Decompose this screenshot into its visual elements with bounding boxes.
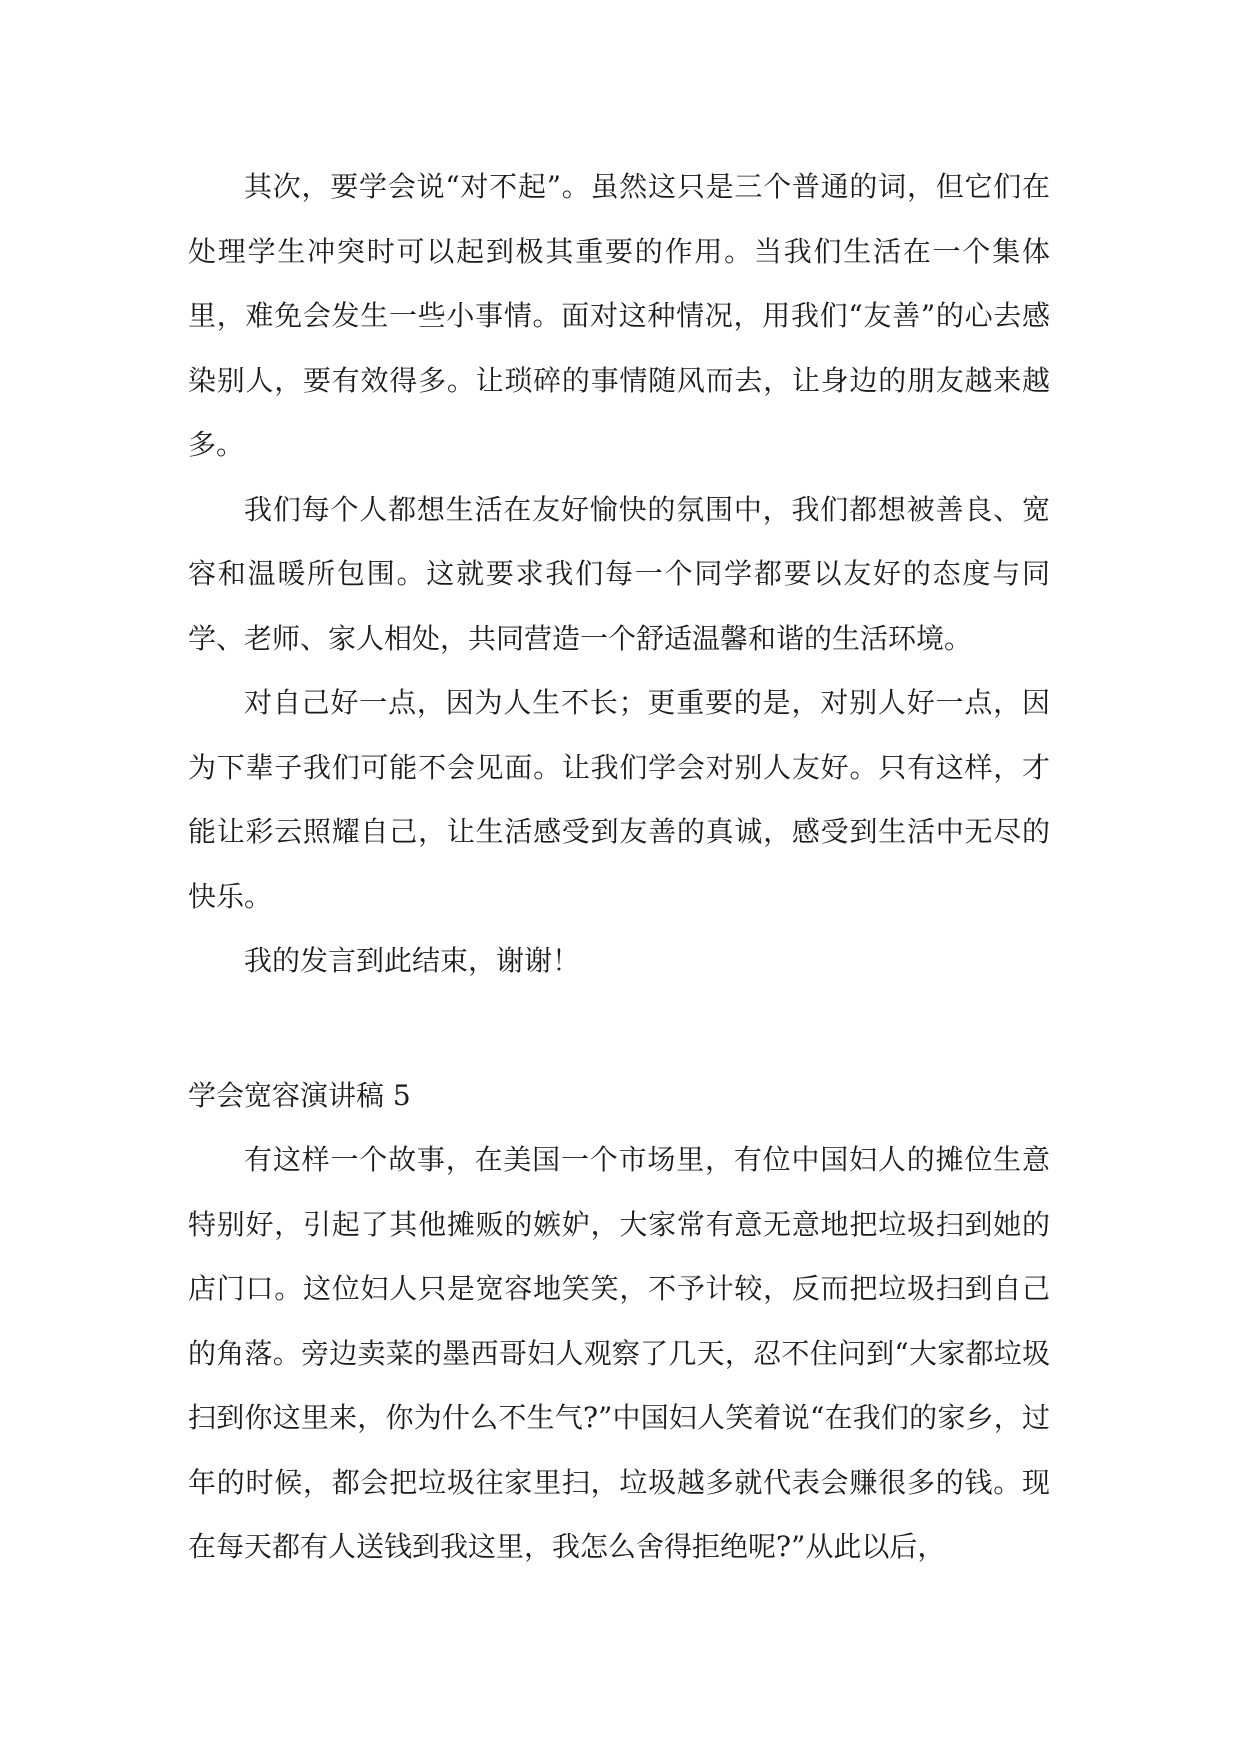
paragraph: 我的发言到此结束，谢谢！ [244,944,581,977]
paragraph: 其次，要学会说“对不起”。虽然这只是三个普通的词，但它们在处理学生冲突时可以起到极其重要的作用。当我们生活在一个集体里，难免会发生一些小事情。面对这种情况，用我们“友善”的心去感染别人，要有效得多。让琐碎的事情随风而去，让身边的朋友越来越多。 [188,170,1050,461]
document-body [188,155,1050,1580]
section-gap [188,994,1050,1064]
section-title: 学会宽容演讲稿 5 [188,1078,411,1112]
paragraph: 我们每个人都想生活在友好愉快的氛围中，我们都想被善良、宽容和温暖所包围。这就要求我们每一个同学都要以友好的态度与同学、老师、家人相处，共同营造一个舒适温馨和谐的生活环境。 [188,492,1050,655]
paragraph: 有这样一个故事，在美国一个市场里，有位中国妇人的摊位生意特别好，引起了其他摊贩的嫉妒，大家常有意无意地把垃圾扫到她的店门口。这位妇人只是宽容地笑笑，不予计较，反而把垃圾扫到自己的角落。旁边卖菜的墨西哥妇人观察了几天，忍不住问到“大家都垃圾扫到你这里来，你为什么不生气?”中国妇人笑着说“在我们的家乡，过年的时候，都会把垃圾往家里扫，垃圾越多就代表会赚很多的钱。现在每天都有人送钱到我这里，我怎么舍得拒绝呢?”从此以后， [188,1143,1050,1563]
paragraph: 对自己好一点，因为人生不长；更重要的是，对别人好一点，因为下辈子我们可能不会见面。让我们学会对别人友好。只有这样，才能让彩云照耀自己，让生活感受到友善的真诚，感受到生活中无尽的快乐。 [188,686,1050,913]
